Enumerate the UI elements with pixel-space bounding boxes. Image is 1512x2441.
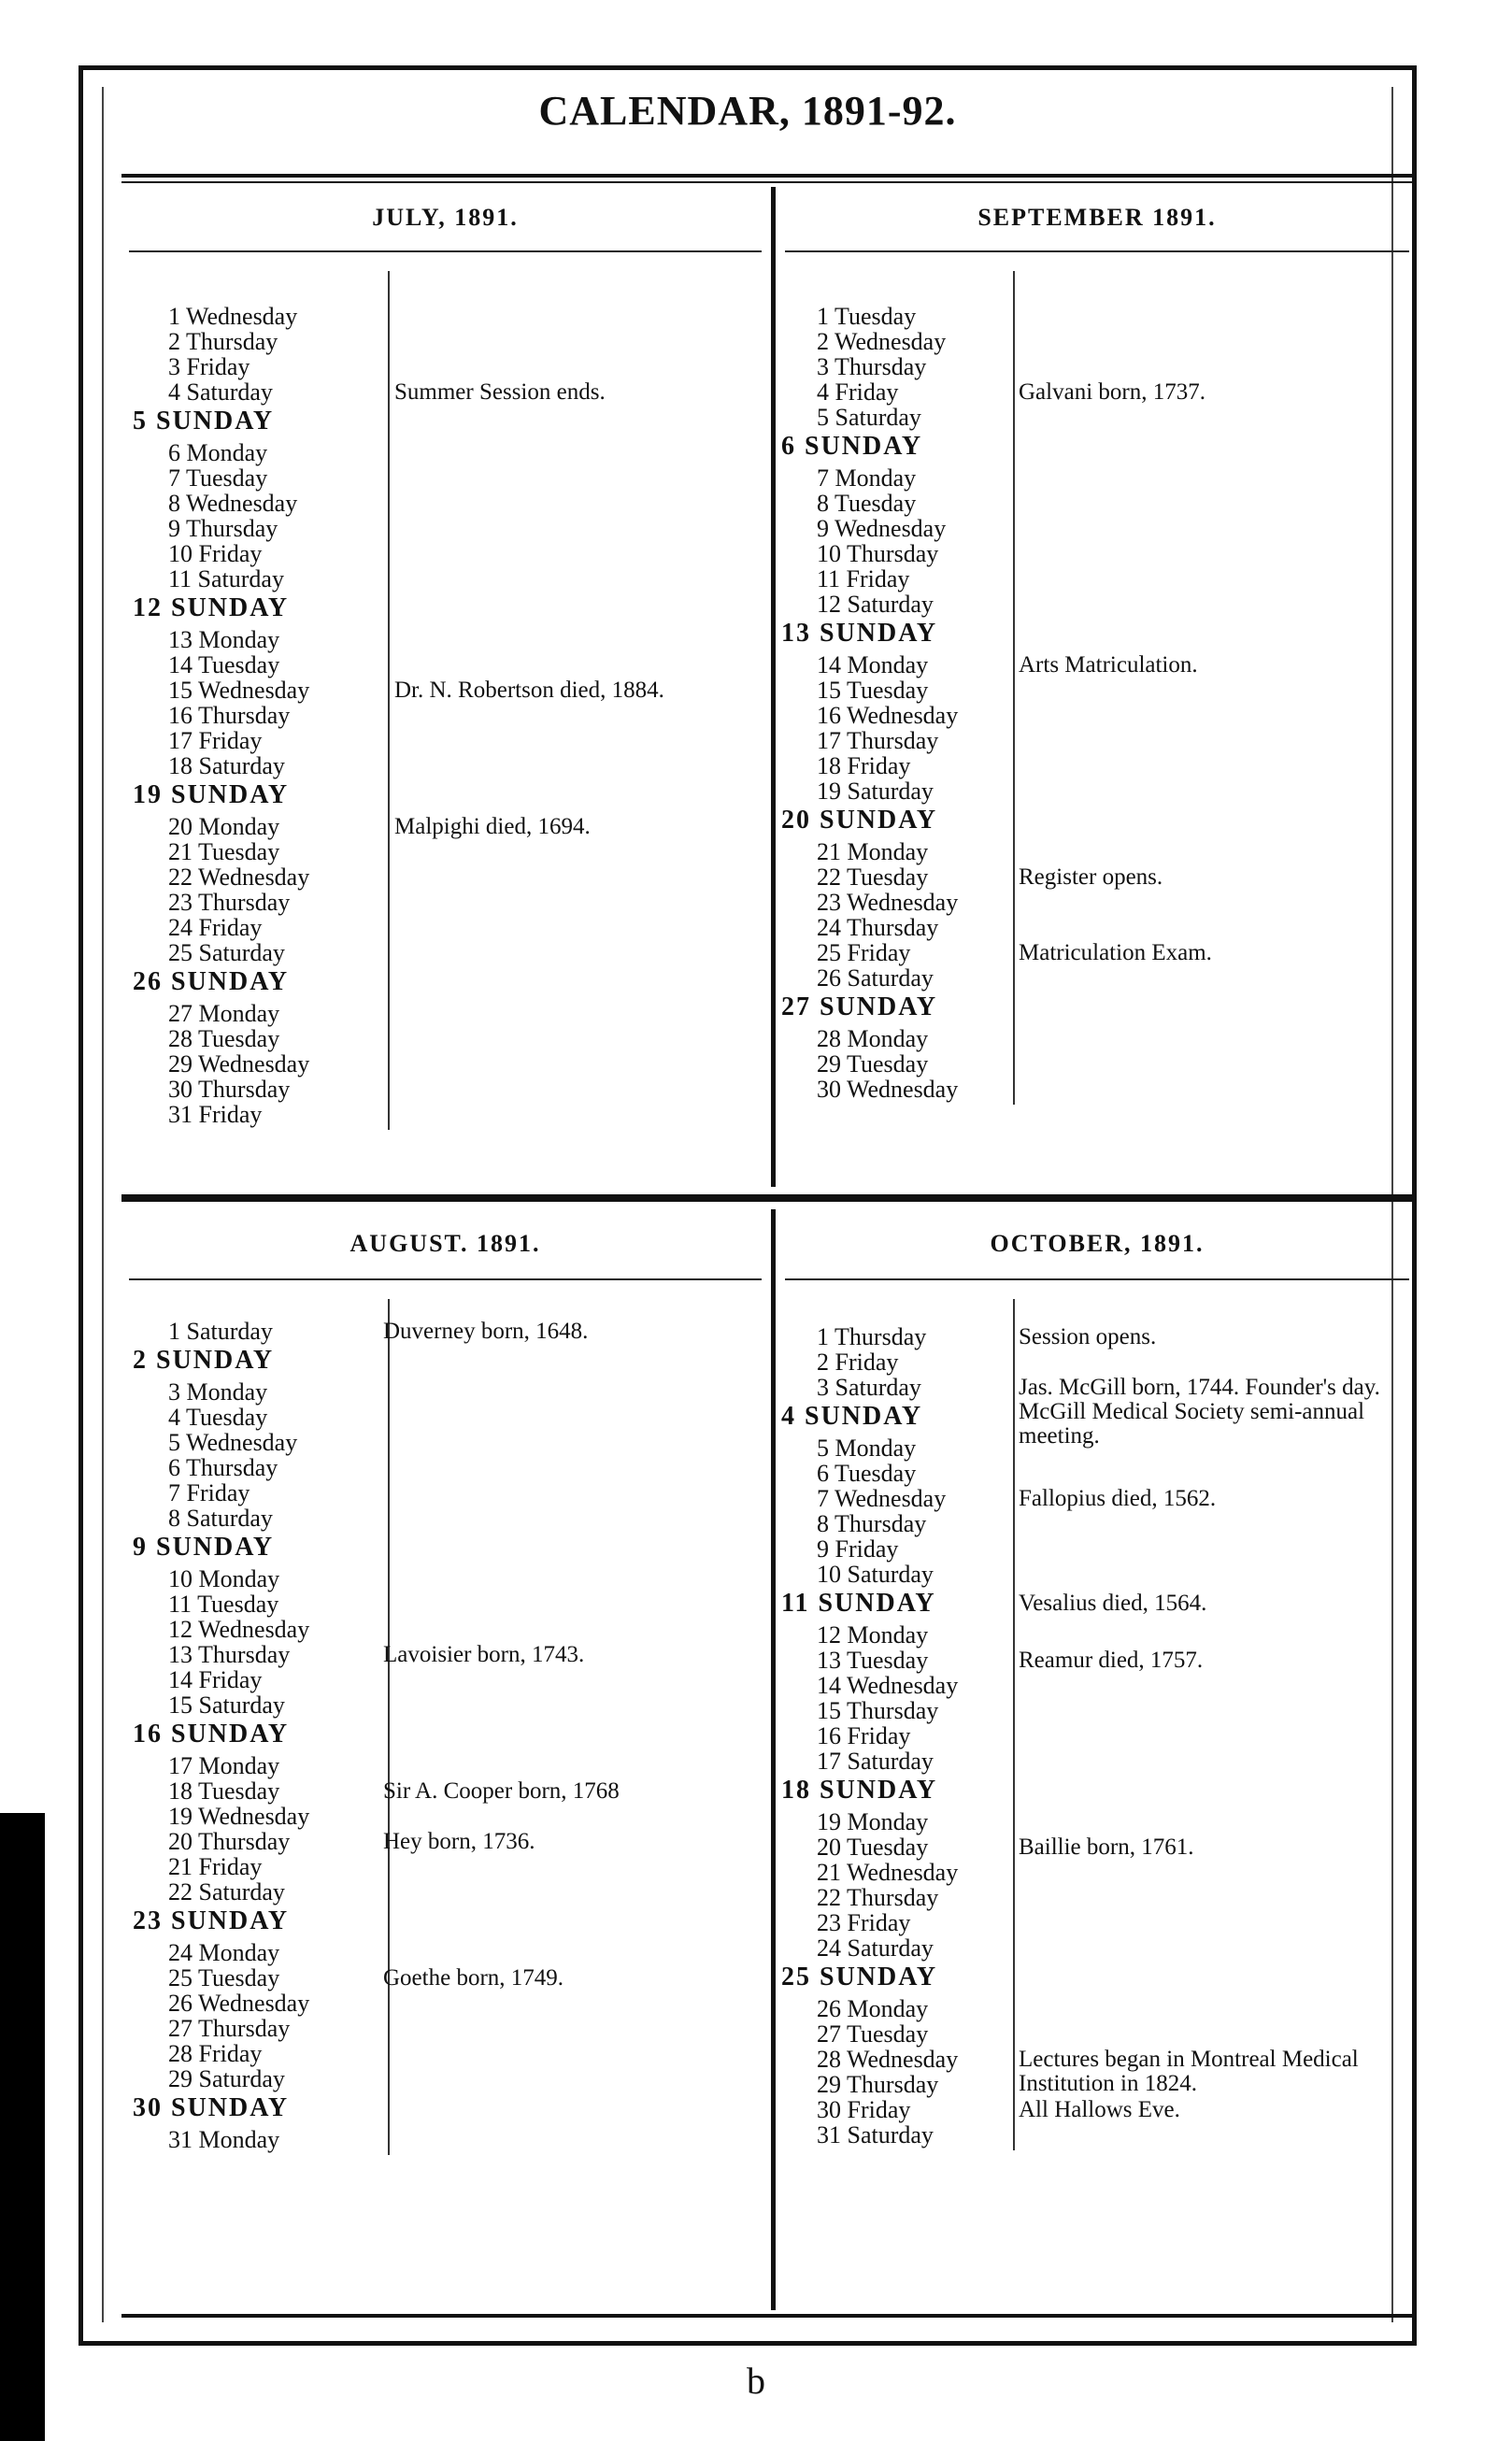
month-heading: OCTOBER, 1891.	[990, 1230, 1205, 1257]
event-note: Sir A. Cooper born, 1768	[383, 1778, 620, 1804]
day-row: 26 Wednesday	[168, 1990, 310, 2017]
sunday-row: 30 SUNDAY	[133, 2093, 290, 2122]
sunday-row: 20 SUNDAY	[781, 806, 938, 835]
day-row: 6 Monday	[168, 439, 268, 466]
day-row: 13 Tuesday	[817, 1647, 929, 1674]
month-heading: SEPTEMBER 1891.	[977, 204, 1217, 231]
day-row: 10 Friday	[168, 540, 263, 567]
day-row: 17 Saturday	[817, 1748, 934, 1775]
event-note: Summer Session ends.	[394, 379, 606, 405]
day-row: 16 Friday	[817, 1722, 911, 1749]
sunday-row: 12 SUNDAY	[133, 593, 290, 622]
day-row: 11 Saturday	[168, 565, 284, 592]
day-row: 13 Monday	[168, 626, 280, 653]
sunday-row: 16 SUNDAY	[133, 1720, 290, 1749]
month-heading: JULY, 1891.	[372, 204, 519, 231]
day-row: 4 Friday	[817, 378, 899, 406]
day-row: 18 Friday	[817, 752, 911, 779]
month-october	[777, 1209, 1417, 2310]
day-row: 20 Thursday	[168, 1828, 291, 1855]
day-row: 5 Saturday	[817, 404, 921, 431]
middle-rule	[121, 1194, 1415, 1202]
day-row: 31 Monday	[168, 2126, 280, 2153]
day-row: 15 Tuesday	[817, 677, 929, 704]
day-row: 16 Thursday	[168, 702, 291, 729]
title-rule	[121, 174, 1415, 178]
day-row: 12 Saturday	[817, 591, 934, 618]
day-row: 25 Tuesday	[168, 1964, 280, 1991]
event-note: Register opens.	[1019, 864, 1163, 890]
day-row: 17 Friday	[168, 727, 263, 754]
day-row: 26 Saturday	[817, 964, 934, 992]
page-footer: b	[747, 2360, 765, 2402]
day-row: 24 Saturday	[817, 1934, 934, 1962]
day-row: 3 Thursday	[817, 353, 927, 380]
event-note: Reamur died, 1757.	[1019, 1648, 1204, 1673]
event-note: Dr. N. Robertson died, 1884.	[394, 678, 664, 703]
day-row: 1 Thursday	[817, 1323, 927, 1350]
day-row: 29 Thursday	[817, 2071, 939, 2098]
day-row: 24 Monday	[168, 1939, 280, 1966]
month-heading-rule	[785, 1278, 1409, 1280]
day-row: 25 Saturday	[168, 939, 285, 966]
column-divider-bottom	[771, 1209, 776, 2310]
sunday-row: 2 SUNDAY	[133, 1346, 275, 1375]
event-note: Duverney born, 1648.	[383, 1319, 589, 1344]
event-note: Hey born, 1736.	[383, 1829, 535, 1854]
sunday-row: 27 SUNDAY	[781, 992, 938, 1021]
day-row: 13 Thursday	[168, 1641, 291, 1668]
day-row: 19 Wednesday	[168, 1803, 310, 1830]
day-row: 3 Friday	[168, 353, 250, 380]
day-row: 14 Tuesday	[168, 651, 280, 678]
day-row: 28 Wednesday	[817, 2046, 959, 2073]
sunday-row: 9 SUNDAY	[133, 1533, 275, 1562]
event-note: Lectures began in Montreal Medical Institution in 1824.	[1019, 2047, 1359, 2096]
day-row: 17 Thursday	[817, 727, 939, 754]
day-row: 27 Tuesday	[817, 2020, 929, 2048]
event-note: All Hallows Eve.	[1019, 2097, 1180, 2122]
event-note: Matriculation Exam.	[1019, 940, 1212, 965]
sunday-row: 18 SUNDAY	[781, 1776, 938, 1805]
sunday-row: 23 SUNDAY	[133, 1906, 290, 1935]
day-row: 24 Friday	[168, 914, 263, 941]
day-row: 2 Wednesday	[817, 328, 947, 355]
day-event-separator	[1013, 271, 1015, 1105]
day-row: 24 Thursday	[817, 914, 939, 941]
day-row: 6 Tuesday	[817, 1460, 917, 1487]
sunday-row: 26 SUNDAY	[133, 967, 290, 996]
day-row: 8 Thursday	[817, 1510, 927, 1537]
day-row: 18 Tuesday	[168, 1777, 280, 1805]
event-note: Vesalius died, 1564.	[1019, 1591, 1207, 1616]
month-heading-rule	[129, 250, 762, 252]
day-row: 31 Friday	[168, 1101, 263, 1128]
day-row: 29 Wednesday	[168, 1050, 310, 1078]
event-note: Arts Matriculation.	[1019, 652, 1198, 678]
day-row: 2 Thursday	[168, 328, 278, 355]
month-heading: AUGUST. 1891.	[349, 1230, 541, 1257]
day-row: 25 Friday	[817, 939, 911, 966]
event-note: Goethe born, 1749.	[383, 1965, 564, 1991]
month-heading-rule	[129, 1278, 762, 1280]
event-note: Malpighi died, 1694.	[394, 814, 591, 839]
day-row: 11 Tuesday	[168, 1591, 279, 1618]
day-event-separator	[1013, 1299, 1015, 2150]
day-row: 8 Saturday	[168, 1505, 273, 1532]
day-row: 12 Wednesday	[168, 1616, 310, 1643]
day-row: 20 Tuesday	[817, 1834, 929, 1861]
day-row: 15 Thursday	[817, 1697, 939, 1724]
day-row: 22 Thursday	[817, 1884, 939, 1911]
day-row: 21 Tuesday	[168, 838, 280, 865]
day-row: 26 Monday	[817, 1995, 929, 2022]
day-row: 2 Friday	[817, 1349, 899, 1376]
day-row: 1 Wednesday	[168, 303, 298, 330]
day-row: 30 Friday	[817, 2096, 911, 2123]
day-row: 3 Saturday	[817, 1374, 921, 1401]
day-row: 12 Monday	[817, 1621, 929, 1649]
day-row: 7 Monday	[817, 464, 917, 492]
day-row: 29 Tuesday	[817, 1050, 929, 1078]
page-title: CALENDAR, 1891-92.	[538, 88, 957, 134]
day-row: 28 Tuesday	[168, 1025, 280, 1052]
day-row: 22 Wednesday	[168, 864, 310, 891]
day-row: 14 Wednesday	[817, 1672, 959, 1699]
sunday-row: 11 SUNDAY	[781, 1589, 936, 1618]
day-row: 5 Wednesday	[168, 1429, 298, 1456]
day-row: 31 Saturday	[817, 2121, 934, 2148]
title-rule-thin	[121, 181, 1415, 183]
day-row: 18 Saturday	[168, 752, 285, 779]
month-july	[121, 187, 769, 1191]
day-row: 22 Tuesday	[817, 864, 929, 891]
day-row: 1 Saturday	[168, 1318, 273, 1345]
bottom-rule	[121, 2314, 1415, 2318]
day-row: 8 Tuesday	[817, 490, 917, 517]
event-note: Galvani born, 1737.	[1019, 379, 1205, 405]
day-event-separator	[388, 1299, 390, 2155]
month-august	[121, 1209, 769, 2310]
day-row: 7 Tuesday	[168, 464, 268, 492]
sunday-row: 25 SUNDAY	[781, 1963, 938, 1991]
day-row: 27 Thursday	[168, 2015, 291, 2042]
day-row: 7 Wednesday	[817, 1485, 947, 1512]
day-row: 30 Thursday	[168, 1076, 291, 1103]
sunday-row: 6 SUNDAY	[781, 432, 923, 461]
day-event-separator	[388, 271, 390, 1130]
day-row: 9 Friday	[817, 1535, 899, 1563]
day-row: 17 Monday	[168, 1752, 280, 1779]
day-row: 15 Saturday	[168, 1692, 285, 1719]
day-row: 1 Tuesday	[817, 303, 917, 330]
day-row: 19 Monday	[817, 1808, 929, 1835]
day-row: 4 Saturday	[168, 378, 273, 406]
day-row: 3 Monday	[168, 1378, 268, 1406]
day-row: 5 Monday	[817, 1435, 917, 1462]
day-row: 28 Monday	[817, 1025, 929, 1052]
day-row: 23 Wednesday	[817, 889, 959, 916]
column-divider-top	[771, 187, 776, 1187]
day-row: 7 Friday	[168, 1479, 250, 1506]
event-note: Baillie born, 1761.	[1019, 1834, 1194, 1860]
day-row: 14 Friday	[168, 1666, 263, 1693]
day-row: 10 Saturday	[817, 1561, 934, 1588]
month-heading-rule	[785, 250, 1409, 252]
event-note: Jas. McGill born, 1744. Founder's day. McGill Medical Society semi-annual meeting.	[1019, 1375, 1380, 1449]
day-row: 23 Thursday	[168, 889, 291, 916]
sunday-row: 5 SUNDAY	[133, 407, 275, 435]
day-row: 11 Friday	[817, 565, 910, 592]
day-row: 19 Saturday	[817, 778, 934, 805]
event-note: Session opens.	[1019, 1324, 1157, 1349]
sunday-row: 4 SUNDAY	[781, 1402, 923, 1431]
day-row: 4 Tuesday	[168, 1404, 268, 1431]
day-row: 14 Monday	[817, 651, 929, 678]
day-row: 20 Monday	[168, 813, 280, 840]
day-row: 21 Monday	[817, 838, 929, 865]
day-row: 28 Friday	[168, 2040, 263, 2067]
day-row: 21 Friday	[168, 1853, 263, 1880]
scan-edge-shadow	[0, 1813, 45, 2441]
day-row: 8 Wednesday	[168, 490, 298, 517]
day-row: 10 Monday	[168, 1565, 280, 1592]
day-row: 30 Wednesday	[817, 1076, 959, 1103]
day-row: 27 Monday	[168, 1000, 280, 1027]
day-row: 23 Friday	[817, 1909, 911, 1936]
sunday-row: 19 SUNDAY	[133, 780, 290, 809]
day-row: 9 Wednesday	[817, 515, 947, 542]
event-note: Fallopius died, 1562.	[1019, 1486, 1217, 1511]
day-row: 16 Wednesday	[817, 702, 959, 729]
day-row: 9 Thursday	[168, 515, 278, 542]
day-row: 15 Wednesday	[168, 677, 310, 704]
day-row: 21 Wednesday	[817, 1859, 959, 1886]
day-row: 10 Thursday	[817, 540, 939, 567]
day-row: 22 Saturday	[168, 1878, 285, 1906]
day-row: 29 Saturday	[168, 2065, 285, 2092]
event-note: Lavoisier born, 1743.	[383, 1642, 585, 1667]
sunday-row: 13 SUNDAY	[781, 619, 938, 648]
month-september	[777, 187, 1417, 1191]
day-row: 6 Thursday	[168, 1454, 278, 1481]
